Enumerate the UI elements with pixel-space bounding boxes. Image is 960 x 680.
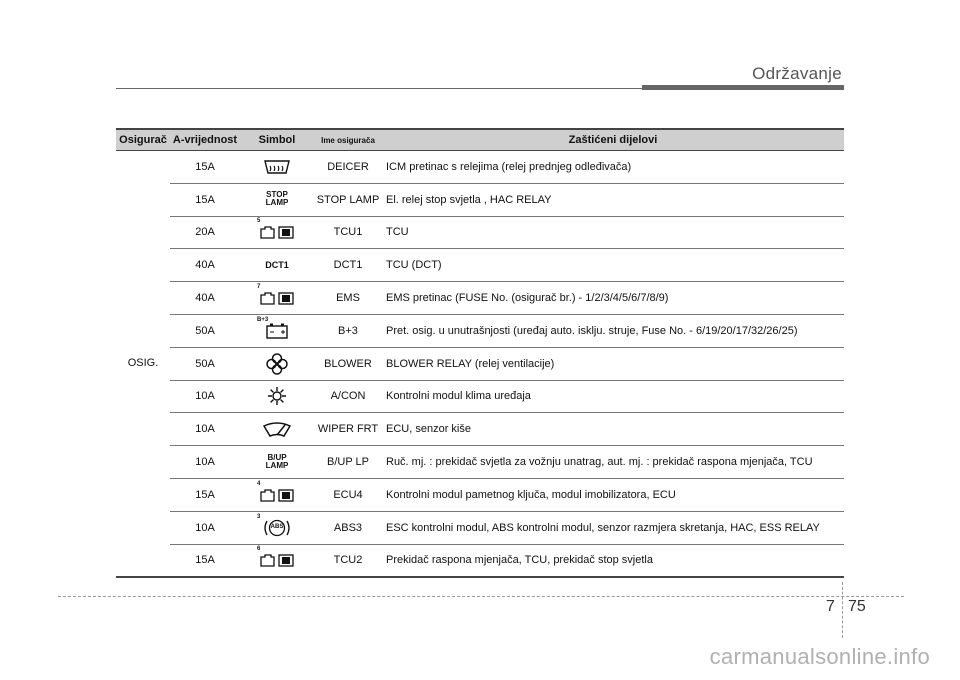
protected-components: Prekidač raspona mjenjača, TCU, prekidač stop svjetla xyxy=(382,544,844,577)
symbol-cell xyxy=(240,544,314,577)
amp-value: 40A xyxy=(170,282,240,315)
header-symbol: Simbol xyxy=(240,129,314,151)
amp-value: 15A xyxy=(170,544,240,577)
header-amp: A-vrijednost xyxy=(170,129,240,151)
fuse-name: B/UP LP xyxy=(314,446,382,479)
protected-components: EMS pretinac (FUSE No. (osigurač br.) - 1/2/3/4/5/6/7/8/9) xyxy=(382,282,844,315)
table-row xyxy=(116,544,844,577)
watermark: carmanualsonline.info xyxy=(709,644,930,669)
symbol-cell xyxy=(240,183,314,216)
fuse-name: DCT1 xyxy=(314,249,382,282)
protected-components: TCU xyxy=(382,216,844,249)
engine-book-icon xyxy=(255,548,299,572)
symbol-cell xyxy=(240,380,314,413)
engine-book-icon xyxy=(255,286,299,310)
protected-components: ICM pretinac s relejima (relej prednjeg odleđivača) xyxy=(382,151,844,184)
amp-value: 50A xyxy=(170,347,240,380)
symbol-number: 4 xyxy=(257,480,261,487)
symbol-cell xyxy=(240,347,314,380)
footer-rule xyxy=(58,596,904,597)
table-row xyxy=(116,511,844,544)
fuse-name: BLOWER xyxy=(314,347,382,380)
fuse-name: A/CON xyxy=(314,380,382,413)
table-header-row xyxy=(116,129,844,151)
protected-components: ECU, senzor kiše xyxy=(382,413,844,446)
protected-components: ESC kontrolni modul, ABS kontrolni modul, senzor razmjera skretanja, HAC, ESS RELAY xyxy=(382,511,844,544)
symbol-number: 6 xyxy=(257,546,261,553)
symbol-cell xyxy=(240,216,314,249)
amp-value: 40A xyxy=(170,249,240,282)
chapter-number: 7 xyxy=(826,598,835,615)
wiper-icon xyxy=(255,417,299,441)
symbol-number: 5 xyxy=(257,218,261,225)
protected-components: TCU (DCT) xyxy=(382,249,844,282)
fuse-name: EMS xyxy=(314,282,382,315)
fuse-name: ABS3 xyxy=(314,511,382,544)
amp-value: 10A xyxy=(170,511,240,544)
symbol-number: 7 xyxy=(257,284,261,291)
amp-value: 50A xyxy=(170,314,240,347)
header-fuse: Osigurač xyxy=(116,129,170,151)
header-protected: Zaštićeni dijelovi xyxy=(382,129,844,151)
protected-components: Kontrolni modul klima uređaja xyxy=(382,380,844,413)
header-rule-accent xyxy=(642,85,844,90)
amp-value: 15A xyxy=(170,183,240,216)
protected-components: BLOWER RELAY (relej ventilacije) xyxy=(382,347,844,380)
fuse-name: TCU2 xyxy=(314,544,382,577)
table-row xyxy=(116,478,844,511)
table-row xyxy=(116,282,844,315)
table-row xyxy=(116,249,844,282)
symbol-number: 3 xyxy=(257,513,261,520)
symbol-text: STOP LAMP xyxy=(265,190,289,208)
fuse-group-label: OSIG. xyxy=(116,151,170,577)
amp-value: 15A xyxy=(170,151,240,184)
ac-icon xyxy=(255,384,299,408)
table-row xyxy=(116,216,844,249)
table-row xyxy=(116,380,844,413)
table-row xyxy=(116,446,844,479)
amp-value: 15A xyxy=(170,478,240,511)
fuse-name: TCU1 xyxy=(314,216,382,249)
amp-value: 10A xyxy=(170,413,240,446)
table-row xyxy=(116,314,844,347)
protected-components: El. relej stop svjetla , HAC RELAY xyxy=(382,183,844,216)
fuse-name: ECU4 xyxy=(314,478,382,511)
symbol-cell xyxy=(240,314,314,347)
protected-components: Pret. osig. u unutrašnjosti (uređaj auto. isklju. struje, Fuse No. - 6/19/20/17/32/26/25) xyxy=(382,314,844,347)
fan-icon xyxy=(255,352,299,376)
symbol-cell xyxy=(240,282,314,315)
footer-divider xyxy=(842,582,843,638)
table-row xyxy=(116,151,844,184)
defrost-icon xyxy=(255,155,299,179)
symbol-cell xyxy=(240,151,314,184)
table-row xyxy=(116,413,844,446)
fuse-table xyxy=(116,128,844,578)
symbol-number: B+3 xyxy=(257,316,269,323)
header-rule xyxy=(116,88,642,89)
symbol-cell xyxy=(240,413,314,446)
protected-components: Ruč. mj. : prekidač svjetla za vožnju unatrag, aut. mj. : prekidač raspona mjenjača, TCU xyxy=(382,446,844,479)
fuse-name: DEICER xyxy=(314,151,382,184)
symbol-cell xyxy=(240,249,314,282)
section-title: Održavanje xyxy=(752,64,842,83)
symbol-cell xyxy=(240,478,314,511)
battery-icon xyxy=(255,316,299,343)
header-fuse-name: Ime osigurača xyxy=(314,129,382,151)
amp-value: 10A xyxy=(170,446,240,479)
symbol-text: B/UP LAMP xyxy=(265,452,289,470)
abs-label: ABS xyxy=(270,523,284,530)
protected-components: Kontrolni modul pametnog ključa, modul imobilizatora, ECU xyxy=(382,478,844,511)
page-number: 75 xyxy=(848,598,866,615)
fuse-name: WIPER FRT xyxy=(314,413,382,446)
fuse-name: B+3 xyxy=(314,314,382,347)
amp-value: 20A xyxy=(170,216,240,249)
amp-value: 10A xyxy=(170,380,240,413)
symbol-cell xyxy=(240,511,314,544)
engine-book-icon xyxy=(255,480,299,507)
abs-icon xyxy=(255,513,299,540)
symbol-text: DCT1 xyxy=(265,260,289,271)
symbol-cell xyxy=(240,446,314,479)
table-row xyxy=(116,183,844,216)
table-row xyxy=(116,347,844,380)
fuse-name: STOP LAMP xyxy=(314,183,382,216)
engine-book-icon xyxy=(255,220,299,244)
